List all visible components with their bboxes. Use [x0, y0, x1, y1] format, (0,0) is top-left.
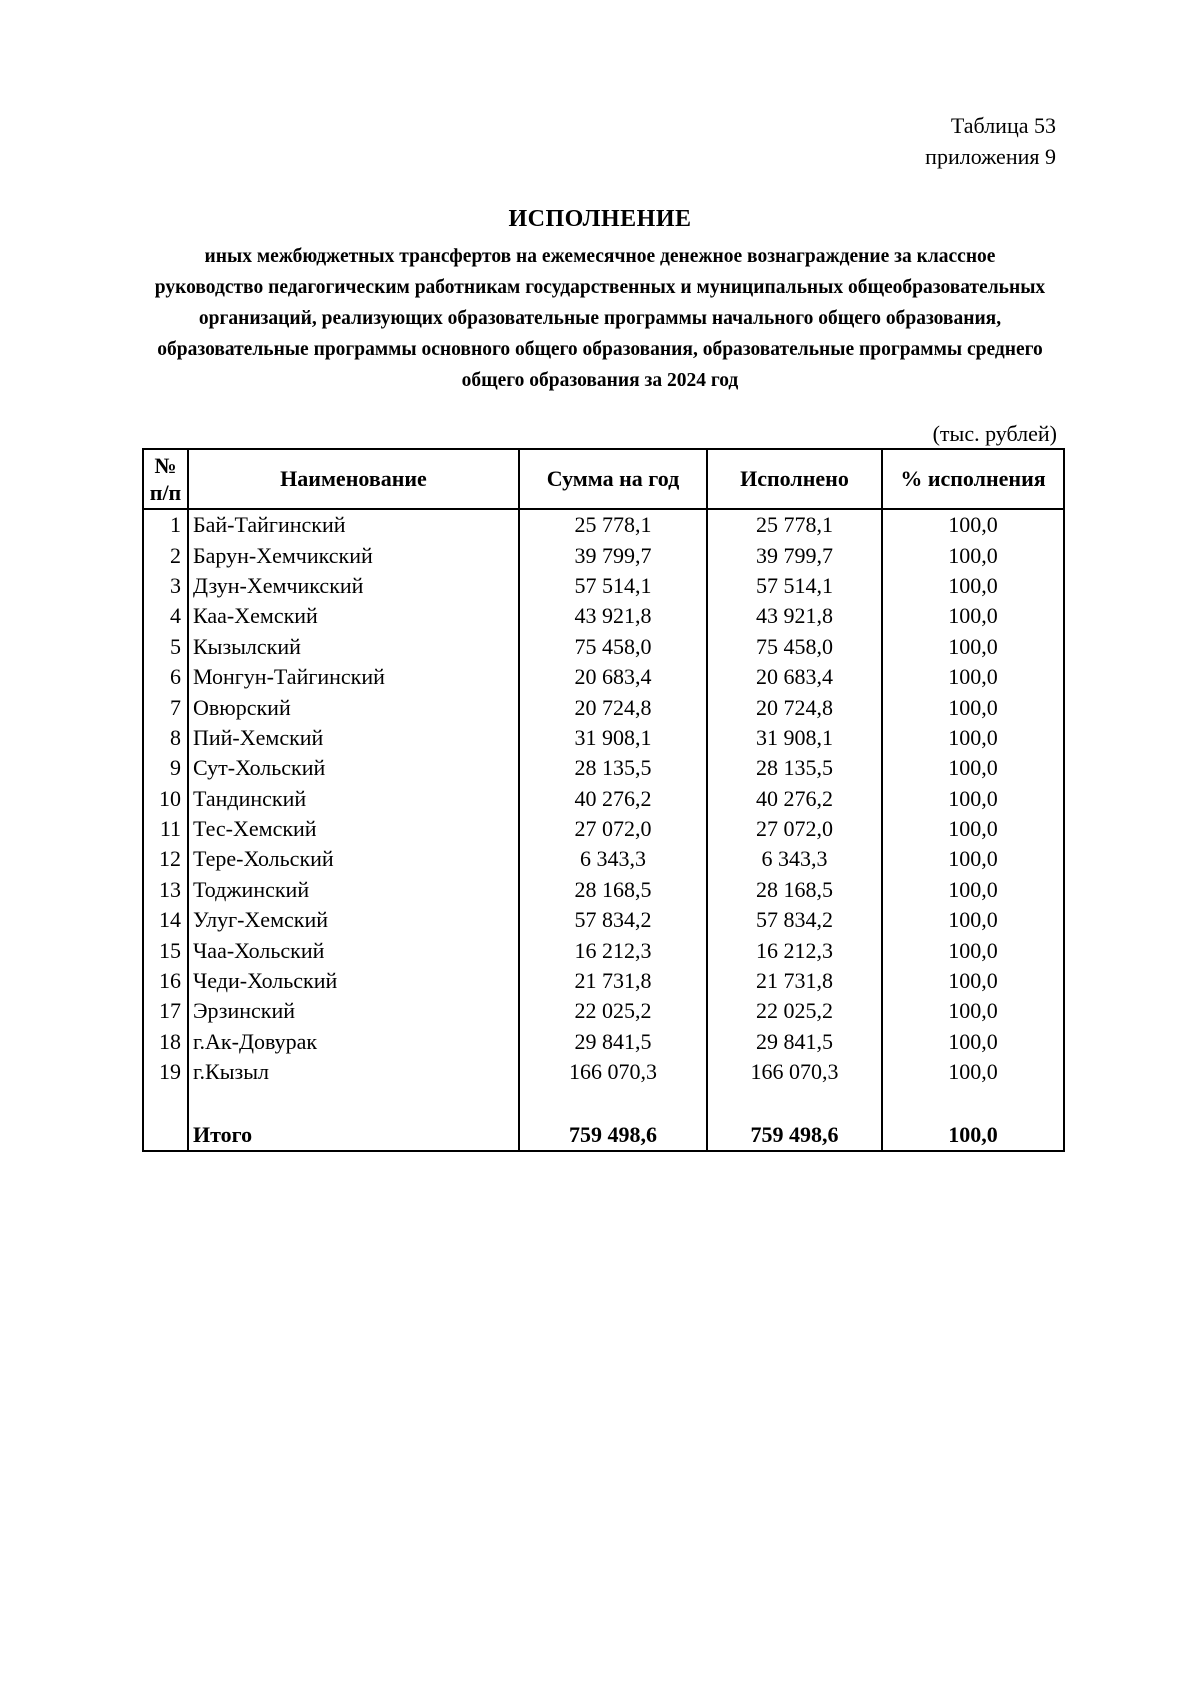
- row-done: 75 458,0: [707, 632, 882, 662]
- row-name: Тере-Хольский: [188, 844, 519, 874]
- column-header-name: Наименование: [188, 449, 519, 509]
- row-name: Эрзинский: [188, 996, 519, 1026]
- column-header-number: [143, 449, 188, 509]
- row-pct: 100,0: [882, 1057, 1064, 1087]
- row-done: 43 921,8: [707, 601, 882, 631]
- column-header-number-line2: п/п: [149, 480, 182, 505]
- row-sum: 166 070,3: [519, 1057, 707, 1087]
- row-name: Кызылский: [188, 632, 519, 662]
- table-total-row: [143, 1120, 1064, 1151]
- table-row: [143, 662, 1064, 692]
- table-body: [143, 509, 1064, 1151]
- row-sum: 28 135,5: [519, 753, 707, 783]
- row-sum: 39 799,7: [519, 540, 707, 570]
- total-pct: 100,0: [882, 1120, 1064, 1151]
- row-done: 39 799,7: [707, 540, 882, 570]
- row-name: Тандинский: [188, 784, 519, 814]
- row-number: 4: [143, 601, 188, 631]
- table-row: [143, 509, 1064, 540]
- row-name: Монгун-Тайгинский: [188, 662, 519, 692]
- row-done: 166 070,3: [707, 1057, 882, 1087]
- units-label: (тыс. рублей): [932, 421, 1057, 446]
- table-row: [143, 875, 1064, 905]
- table-row: [143, 844, 1064, 874]
- row-sum: 21 731,8: [519, 966, 707, 996]
- row-number: 6: [143, 662, 188, 692]
- row-sum: 31 908,1: [519, 723, 707, 753]
- row-name: Овюрский: [188, 692, 519, 722]
- table-row: [143, 601, 1064, 631]
- row-number: 17: [143, 996, 188, 1026]
- row-name: г.Ак-Довурак: [188, 1027, 519, 1057]
- row-sum: 29 841,5: [519, 1027, 707, 1057]
- column-header-number-line1: №: [154, 453, 177, 478]
- execution-table: [142, 448, 1065, 1152]
- row-done: 27 072,0: [707, 814, 882, 844]
- table-row: [143, 753, 1064, 783]
- row-name: Сут-Хольский: [188, 753, 519, 783]
- row-name: Барун-Хемчикский: [188, 540, 519, 570]
- row-pct: 100,0: [882, 753, 1064, 783]
- column-header-sum: Сумма на год: [519, 449, 707, 509]
- row-number: 8: [143, 723, 188, 753]
- row-done: 57 834,2: [707, 905, 882, 935]
- row-sum: 57 514,1: [519, 571, 707, 601]
- row-pct: 100,0: [882, 875, 1064, 905]
- row-pct: 100,0: [882, 540, 1064, 570]
- row-sum: 28 168,5: [519, 875, 707, 905]
- column-header-done: Исполнено: [707, 449, 882, 509]
- row-name: Чеди-Хольский: [188, 966, 519, 996]
- row-done: 16 212,3: [707, 935, 882, 965]
- row-pct: 100,0: [882, 601, 1064, 631]
- row-number: 18: [143, 1027, 188, 1057]
- appendix-label: приложения 9: [925, 144, 1056, 169]
- row-sum: 43 921,8: [519, 601, 707, 631]
- row-done: 20 683,4: [707, 662, 882, 692]
- row-pct: 100,0: [882, 966, 1064, 996]
- total-number-cell: [143, 1120, 188, 1151]
- row-pct: 100,0: [882, 905, 1064, 935]
- row-done: 21 731,8: [707, 966, 882, 996]
- table-row: [143, 996, 1064, 1026]
- row-sum: 40 276,2: [519, 784, 707, 814]
- row-name: г.Кызыл: [188, 1057, 519, 1087]
- row-pct: 100,0: [882, 814, 1064, 844]
- row-name: Чаа-Хольский: [188, 935, 519, 965]
- table-row: [143, 540, 1064, 570]
- row-name: Тес-Хемский: [188, 814, 519, 844]
- row-sum: 22 025,2: [519, 996, 707, 1026]
- row-pct: 100,0: [882, 935, 1064, 965]
- row-pct: 100,0: [882, 844, 1064, 874]
- row-done: 31 908,1: [707, 723, 882, 753]
- row-sum: 6 343,3: [519, 844, 707, 874]
- row-pct: 100,0: [882, 692, 1064, 722]
- table-header-row: [143, 449, 1064, 509]
- document-subtitle: иных межбюджетных трансфертов на ежемесячное денежное вознаграждение за классное руководство педагогическим работникам государственных и муниципальных общеобразовательных организаций, реализующих образовательные программы начального общего образования, образовательные программы основного общего образования, образовательные программы среднего общего образования за 2024 год: [154, 246, 1046, 391]
- row-done: 6 343,3: [707, 844, 882, 874]
- table-row: [143, 814, 1064, 844]
- row-sum: 20 724,8: [519, 692, 707, 722]
- row-sum: 25 778,1: [519, 509, 707, 540]
- table-label: Таблица 53: [950, 113, 1056, 138]
- table-row: [143, 1027, 1064, 1057]
- row-done: 25 778,1: [707, 509, 882, 540]
- table-row: [143, 784, 1064, 814]
- table-row: [143, 571, 1064, 601]
- row-number: 2: [143, 540, 188, 570]
- row-done: 28 168,5: [707, 875, 882, 905]
- total-label: Итого: [188, 1120, 519, 1151]
- row-number: 11: [143, 814, 188, 844]
- table-spacer-row: [143, 1087, 1064, 1120]
- row-name: Каа-Хемский: [188, 601, 519, 631]
- row-done: 20 724,8: [707, 692, 882, 722]
- row-number: 16: [143, 966, 188, 996]
- row-number: 19: [143, 1057, 188, 1087]
- row-done: 40 276,2: [707, 784, 882, 814]
- row-number: 12: [143, 844, 188, 874]
- table-row: [143, 905, 1064, 935]
- column-header-pct: % исполнения: [882, 449, 1064, 509]
- row-sum: 75 458,0: [519, 632, 707, 662]
- row-done: 28 135,5: [707, 753, 882, 783]
- row-pct: 100,0: [882, 1027, 1064, 1057]
- row-number: 10: [143, 784, 188, 814]
- row-sum: 16 212,3: [519, 935, 707, 965]
- row-number: 1: [143, 509, 188, 540]
- row-done: 57 514,1: [707, 571, 882, 601]
- row-number: 13: [143, 875, 188, 905]
- table-row: [143, 692, 1064, 722]
- row-number: 14: [143, 905, 188, 935]
- row-sum: 57 834,2: [519, 905, 707, 935]
- row-sum: 27 072,0: [519, 814, 707, 844]
- row-pct: 100,0: [882, 509, 1064, 540]
- row-number: 3: [143, 571, 188, 601]
- document-title: ИСПОЛНЕНИЕ: [508, 206, 692, 232]
- row-pct: 100,0: [882, 571, 1064, 601]
- total-done: 759 498,6: [707, 1120, 882, 1151]
- row-name: Тоджинский: [188, 875, 519, 905]
- table-row: [143, 632, 1064, 662]
- row-number: 9: [143, 753, 188, 783]
- row-name: Бай-Тайгинский: [188, 509, 519, 540]
- row-name: Пий-Хемский: [188, 723, 519, 753]
- table-reference: [925, 110, 1056, 172]
- row-pct: 100,0: [882, 662, 1064, 692]
- row-pct: 100,0: [882, 723, 1064, 753]
- row-number: 7: [143, 692, 188, 722]
- row-number: 15: [143, 935, 188, 965]
- row-name: Дзун-Хемчикский: [188, 571, 519, 601]
- total-sum: 759 498,6: [519, 1120, 707, 1151]
- table-row: [143, 723, 1064, 753]
- table-row: [143, 966, 1064, 996]
- row-pct: 100,0: [882, 996, 1064, 1026]
- row-pct: 100,0: [882, 632, 1064, 662]
- row-done: 22 025,2: [707, 996, 882, 1026]
- row-number: 5: [143, 632, 188, 662]
- row-pct: 100,0: [882, 784, 1064, 814]
- row-sum: 20 683,4: [519, 662, 707, 692]
- table-row: [143, 1057, 1064, 1087]
- row-name: Улуг-Хемский: [188, 905, 519, 935]
- row-done: 29 841,5: [707, 1027, 882, 1057]
- table-row: [143, 935, 1064, 965]
